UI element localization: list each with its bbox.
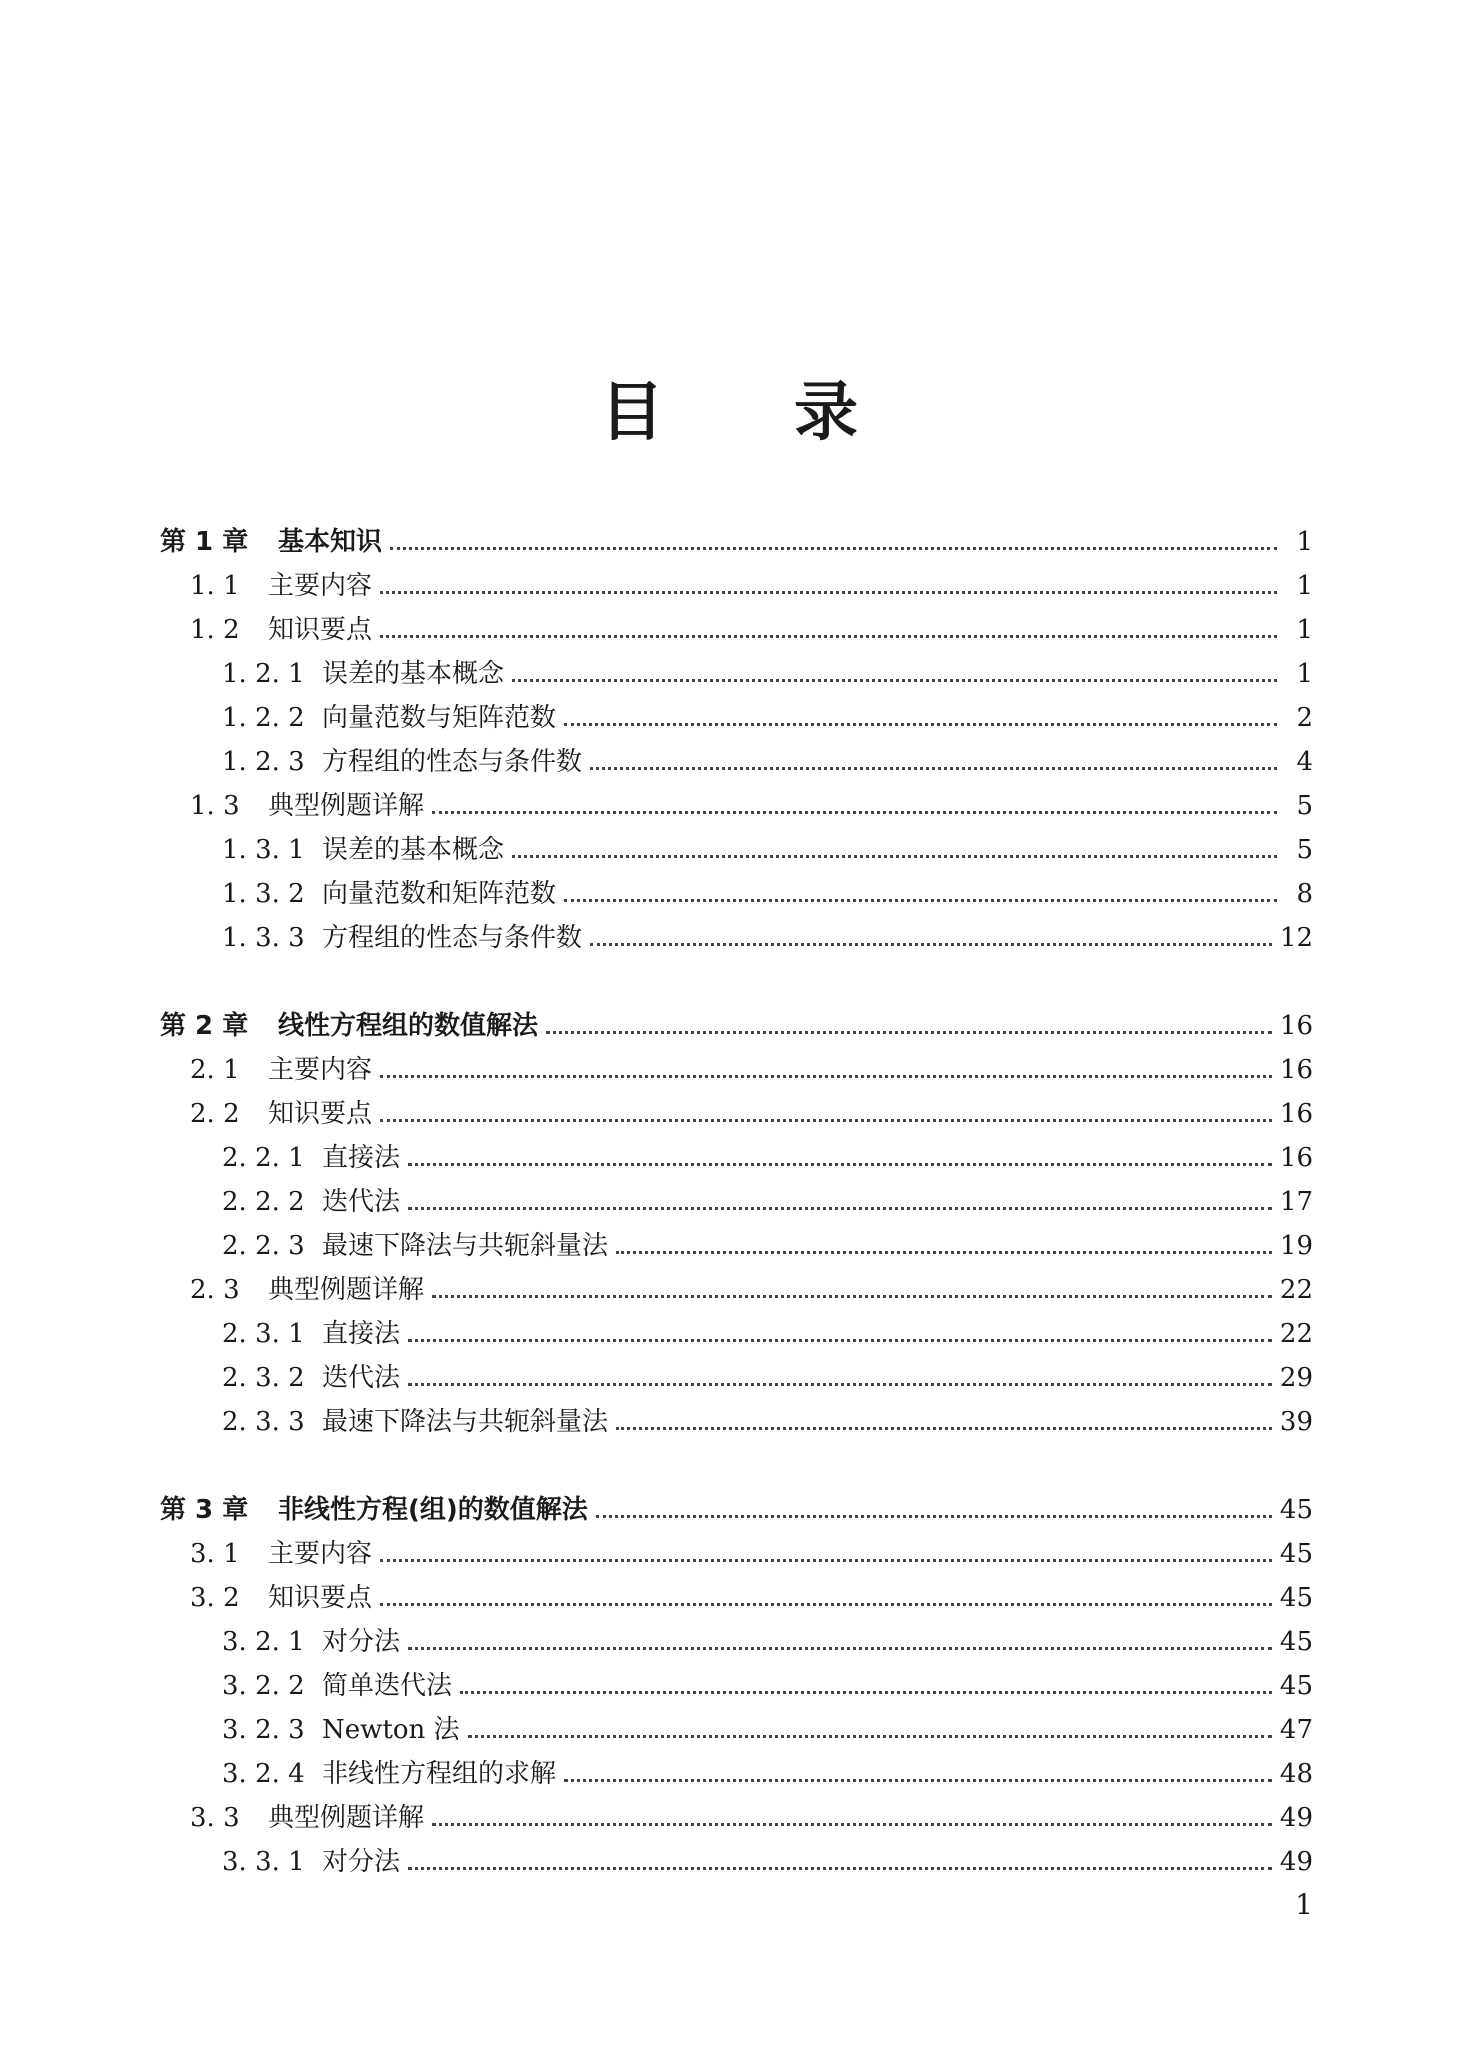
toc-entry-page: 47 — [1279, 1715, 1313, 1745]
toc-chapter-entry[interactable] — [160, 1004, 1313, 1048]
toc-entry-title: 知识要点 — [268, 1583, 373, 1613]
toc-entry-number: 1. 2. 1 — [222, 659, 305, 689]
toc-entry-title: 迭代法 — [322, 1363, 401, 1393]
toc-chapter-entry[interactable] — [160, 1488, 1313, 1532]
toc-entry-number: 2. 2 — [190, 1099, 240, 1129]
toc-entry-page: 1 — [1296, 659, 1313, 689]
toc-entry-title: 向量范数和矩阵范数 — [322, 879, 557, 909]
toc-entry-page: 49 — [1279, 1847, 1313, 1877]
toc-entry-number: 第 3 章 — [160, 1495, 249, 1525]
toc-entry-page: 45 — [1279, 1627, 1313, 1657]
toc-entry-page: 39 — [1279, 1407, 1313, 1437]
toc-entry-number: 1. 3 — [190, 791, 240, 821]
toc-entry-title: 典型例题详解 — [268, 1803, 425, 1833]
toc-entry-page: 5 — [1296, 835, 1313, 865]
dot-leader — [380, 635, 1277, 638]
toc-section-entry[interactable] — [160, 1532, 1313, 1576]
toc-entry-number: 3. 2. 1 — [222, 1627, 305, 1657]
toc-subsection-entry[interactable] — [160, 1708, 1313, 1752]
page-number: 1 — [1295, 1888, 1313, 1921]
toc-entry-title: 简单迭代法 — [322, 1671, 453, 1701]
dot-leader — [564, 1779, 1272, 1782]
toc-entry-title: Newton 法 — [322, 1715, 460, 1745]
dot-leader — [564, 899, 1277, 902]
toc-entry-title: 方程组的性态与条件数 — [322, 923, 583, 953]
toc-entry-number: 3. 2 — [190, 1583, 240, 1613]
toc-entry-title: 最速下降法与共轭斜量法 — [322, 1231, 609, 1261]
dot-leader — [512, 855, 1277, 858]
toc-entry-page: 1 — [1296, 527, 1313, 557]
dot-leader — [380, 1559, 1272, 1562]
dot-leader — [512, 679, 1277, 682]
toc-entry-title: 误差的基本概念 — [322, 835, 505, 865]
toc-entry-number: 1. 2. 2 — [222, 703, 305, 733]
toc-subsection-entry[interactable] — [160, 652, 1313, 696]
toc-section-entry[interactable] — [160, 1048, 1313, 1092]
dot-leader — [390, 547, 1277, 550]
toc-entry-page: 29 — [1279, 1363, 1313, 1393]
toc-entry-number: 2. 3. 2 — [222, 1363, 305, 1393]
toc-entry-page: 2 — [1296, 703, 1313, 733]
toc-entry-number: 1. 2. 3 — [222, 747, 305, 777]
toc-subsection-entry[interactable] — [160, 1840, 1313, 1884]
dot-leader — [408, 1163, 1272, 1166]
toc-section-entry[interactable] — [160, 564, 1313, 608]
toc-entry-number: 1. 3. 3 — [222, 923, 305, 953]
toc-entry-number: 第 2 章 — [160, 1011, 249, 1041]
dot-leader — [546, 1031, 1272, 1034]
title-char-1: 目 — [600, 376, 664, 450]
table-of-contents — [160, 520, 1313, 1928]
toc-entry-title: 非线性方程组的求解 — [322, 1759, 557, 1789]
toc-subsection-entry[interactable] — [160, 696, 1313, 740]
toc-entry-page: 16 — [1279, 1011, 1313, 1041]
toc-entry-title: 迭代法 — [322, 1187, 401, 1217]
toc-entry-number: 3. 2. 2 — [222, 1671, 305, 1701]
toc-subsection-entry[interactable] — [160, 1620, 1313, 1664]
toc-entry-title: 非线性方程(组)的数值解法 — [278, 1495, 588, 1525]
dot-leader — [380, 1119, 1272, 1122]
toc-entry-title: 方程组的性态与条件数 — [322, 747, 583, 777]
dot-leader — [596, 1515, 1272, 1518]
toc-subsection-entry[interactable] — [160, 1356, 1313, 1400]
dot-leader — [432, 1295, 1272, 1298]
toc-entry-title: 最速下降法与共轭斜量法 — [322, 1407, 609, 1437]
toc-section-entry[interactable] — [160, 608, 1313, 652]
toc-subsection-entry[interactable] — [160, 916, 1313, 960]
dot-leader — [380, 1075, 1272, 1078]
toc-entry-page: 5 — [1296, 791, 1313, 821]
toc-entry-title: 误差的基本概念 — [322, 659, 505, 689]
toc-entry-page: 1 — [1296, 615, 1313, 645]
toc-entry-number: 1. 3. 1 — [222, 835, 305, 865]
toc-entry-title: 典型例题详解 — [268, 791, 425, 821]
toc-entry-title: 线性方程组的数值解法 — [278, 1011, 539, 1041]
toc-entry-title: 对分法 — [322, 1627, 401, 1657]
toc-entry-title: 主要内容 — [268, 571, 373, 601]
toc-entry-page: 1 — [1296, 571, 1313, 601]
chapter-block — [160, 1004, 1313, 1444]
toc-entry-number: 3. 1 — [190, 1539, 240, 1569]
toc-entry-number: 1. 2 — [190, 615, 240, 645]
toc-entry-page: 19 — [1279, 1231, 1313, 1261]
dot-leader — [408, 1339, 1272, 1342]
toc-entry-number: 2. 3. 3 — [222, 1407, 305, 1437]
toc-entry-title: 典型例题详解 — [268, 1275, 425, 1305]
toc-entry-title: 基本知识 — [278, 527, 383, 557]
toc-subsection-entry[interactable] — [160, 1752, 1313, 1796]
toc-entry-number: 2. 1 — [190, 1055, 240, 1085]
toc-entry-page: 16 — [1279, 1099, 1313, 1129]
toc-entry-page: 48 — [1279, 1759, 1313, 1789]
dot-leader — [460, 1691, 1272, 1694]
toc-entry-page: 49 — [1279, 1803, 1313, 1833]
toc-section-entry[interactable] — [160, 1092, 1313, 1136]
toc-entry-number: 2. 2. 2 — [222, 1187, 305, 1217]
dot-leader — [590, 767, 1277, 770]
toc-entry-page: 12 — [1279, 923, 1313, 953]
toc-entry-page: 45 — [1279, 1583, 1313, 1613]
dot-leader — [380, 1603, 1272, 1606]
toc-entry-title: 知识要点 — [268, 1099, 373, 1129]
toc-entry-number: 1. 3. 2 — [222, 879, 305, 909]
chapter-block — [160, 520, 1313, 960]
toc-entry-number: 1. 1 — [190, 571, 240, 601]
toc-entry-title: 直接法 — [322, 1143, 401, 1173]
toc-entry-number: 3. 2. 4 — [222, 1759, 305, 1789]
dot-leader — [564, 723, 1277, 726]
toc-entry-page: 16 — [1279, 1143, 1313, 1173]
toc-section-entry[interactable] — [160, 1796, 1313, 1840]
toc-section-entry[interactable] — [160, 1268, 1313, 1312]
toc-entry-title: 主要内容 — [268, 1539, 373, 1569]
dot-leader — [616, 1427, 1272, 1430]
toc-entry-page: 22 — [1279, 1319, 1313, 1349]
toc-entry-number: 2. 2. 1 — [222, 1143, 305, 1173]
toc-entry-page: 22 — [1279, 1275, 1313, 1305]
dot-leader — [408, 1867, 1272, 1870]
toc-entry-page: 45 — [1279, 1539, 1313, 1569]
toc-entry-number: 3. 3. 1 — [222, 1847, 305, 1877]
toc-entry-title: 知识要点 — [268, 615, 373, 645]
toc-subsection-entry[interactable] — [160, 1400, 1313, 1444]
toc-entry-title: 主要内容 — [268, 1055, 373, 1085]
toc-entry-page: 17 — [1279, 1187, 1313, 1217]
page-title — [0, 368, 1458, 458]
toc-subsection-entry[interactable] — [160, 740, 1313, 784]
dot-leader — [468, 1735, 1272, 1738]
toc-entry-number: 3. 3 — [190, 1803, 240, 1833]
toc-entry-title: 向量范数与矩阵范数 — [322, 703, 557, 733]
toc-entry-number: 2. 2. 3 — [222, 1231, 305, 1261]
toc-entry-number: 2. 3 — [190, 1275, 240, 1305]
dot-leader — [408, 1647, 1272, 1650]
toc-entry-title: 对分法 — [322, 1847, 401, 1877]
dot-leader — [432, 811, 1277, 814]
chapter-block — [160, 1488, 1313, 1884]
title-char-2: 录 — [794, 376, 858, 450]
toc-section-entry[interactable] — [160, 784, 1313, 828]
toc-subsection-entry[interactable] — [160, 828, 1313, 872]
toc-subsection-entry[interactable] — [160, 1136, 1313, 1180]
toc-entry-page: 8 — [1296, 879, 1313, 909]
toc-entry-page: 4 — [1296, 747, 1313, 777]
toc-subsection-entry[interactable] — [160, 1312, 1313, 1356]
dot-leader — [408, 1207, 1272, 1210]
toc-subsection-entry[interactable] — [160, 872, 1313, 916]
toc-entry-number: 第 1 章 — [160, 527, 249, 557]
toc-subsection-entry[interactable] — [160, 1224, 1313, 1268]
dot-leader — [432, 1823, 1272, 1826]
toc-subsection-entry[interactable] — [160, 1664, 1313, 1708]
toc-chapter-entry[interactable] — [160, 520, 1313, 564]
dot-leader — [380, 591, 1277, 594]
toc-entry-title: 直接法 — [322, 1319, 401, 1349]
toc-subsection-entry[interactable] — [160, 1180, 1313, 1224]
toc-entry-page: 45 — [1279, 1495, 1313, 1525]
dot-leader — [616, 1251, 1272, 1254]
dot-leader — [590, 943, 1272, 946]
toc-entry-number: 2. 3. 1 — [222, 1319, 305, 1349]
toc-entry-page: 16 — [1279, 1055, 1313, 1085]
toc-section-entry[interactable] — [160, 1576, 1313, 1620]
dot-leader — [408, 1383, 1272, 1386]
toc-entry-page: 45 — [1279, 1671, 1313, 1701]
toc-entry-number: 3. 2. 3 — [222, 1715, 305, 1745]
